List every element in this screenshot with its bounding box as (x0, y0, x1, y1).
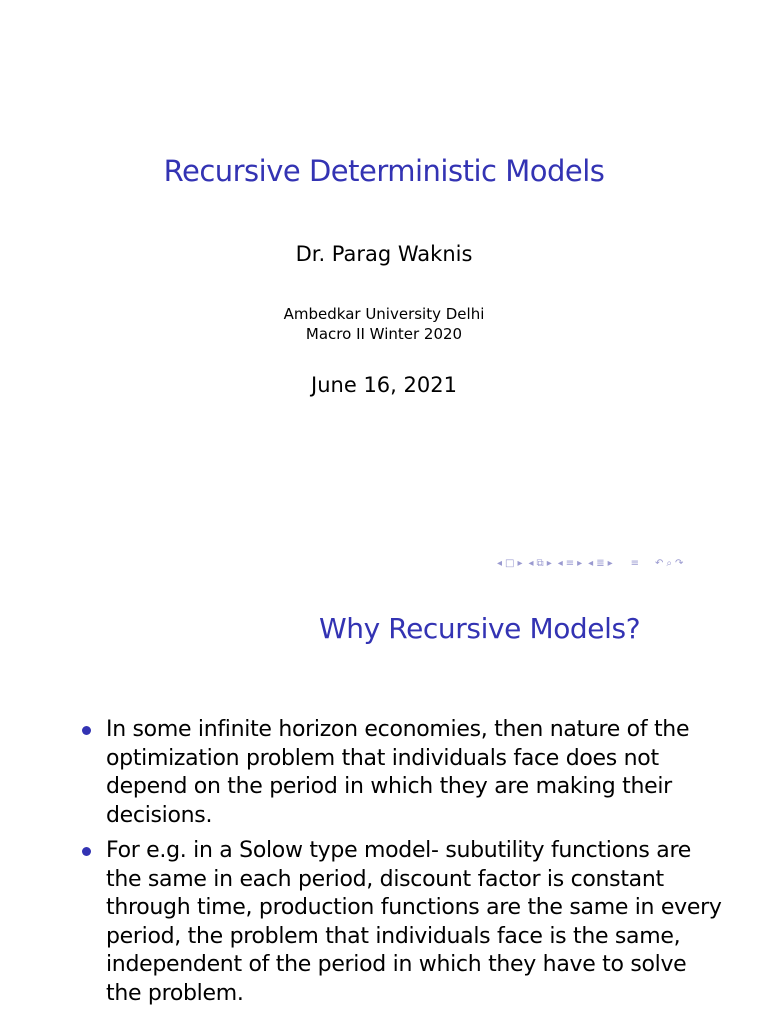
bullet-text: In some infinite horizon economies, then nature of the optimization problem that individuals face does not depend on the period in which they are making their decisions. (106, 717, 690, 828)
nav-right-arrow-icon[interactable]: ▸ (607, 557, 613, 569)
nav-right-arrow-icon[interactable]: ▸ (577, 557, 583, 569)
slide-heading: Why Recursive Models? (319, 612, 641, 645)
institution (0, 304, 768, 344)
bullet-icon (82, 847, 91, 856)
section-icon[interactable]: ≡ (565, 557, 575, 569)
frame-nav[interactable] (497, 558, 526, 569)
nav-right-arrow-icon[interactable]: ▸ (546, 557, 552, 569)
presentation-date: June 16, 2021 (311, 373, 457, 397)
slide-title: Recursive Deterministic Models (163, 154, 605, 188)
bullet-item (82, 716, 722, 830)
nav-left-arrow-icon[interactable]: ◂ (588, 557, 594, 569)
list-icon[interactable]: ≣ (596, 557, 605, 569)
bullet-item (82, 837, 722, 1008)
nav-left-arrow-icon[interactable]: ◂ (497, 557, 503, 569)
content-slide (0, 576, 768, 1024)
align-icon[interactable]: ≡ (630, 557, 640, 569)
nav-left-arrow-icon[interactable]: ◂ (528, 557, 534, 569)
subsection-list-nav[interactable] (588, 558, 615, 569)
bullet-icon (82, 726, 91, 735)
bullet-text: For e.g. in a Solow type model- subutility functions are the same in each period, discount factor is constant through time, production functions are the same in every period, the problem that individuals face is the same, independent of the period in which they have to solve the problem. (106, 838, 722, 1006)
section-nav[interactable] (558, 558, 585, 569)
bullet-list (82, 716, 722, 1015)
subsection-nav[interactable] (529, 558, 555, 569)
institution-line-2: Macro II Winter 2020 (305, 325, 463, 343)
search-nav[interactable] (655, 558, 686, 569)
forward-icon[interactable]: ↷ (675, 557, 684, 569)
align-nav[interactable] (631, 558, 642, 569)
subsection-icon[interactable]: ⧉ (536, 557, 544, 569)
beamer-navigation-bar (497, 556, 689, 570)
nav-left-arrow-icon[interactable]: ◂ (557, 557, 563, 569)
nav-right-arrow-icon[interactable]: ▸ (517, 557, 523, 569)
frame-icon[interactable]: □ (505, 557, 515, 569)
search-icon[interactable]: ⌕ (666, 557, 673, 569)
author-name: Dr. Parag Waknis (295, 242, 473, 266)
back-icon[interactable]: ↶ (655, 557, 664, 569)
institution-line-1: Ambedkar University Delhi (283, 305, 485, 323)
